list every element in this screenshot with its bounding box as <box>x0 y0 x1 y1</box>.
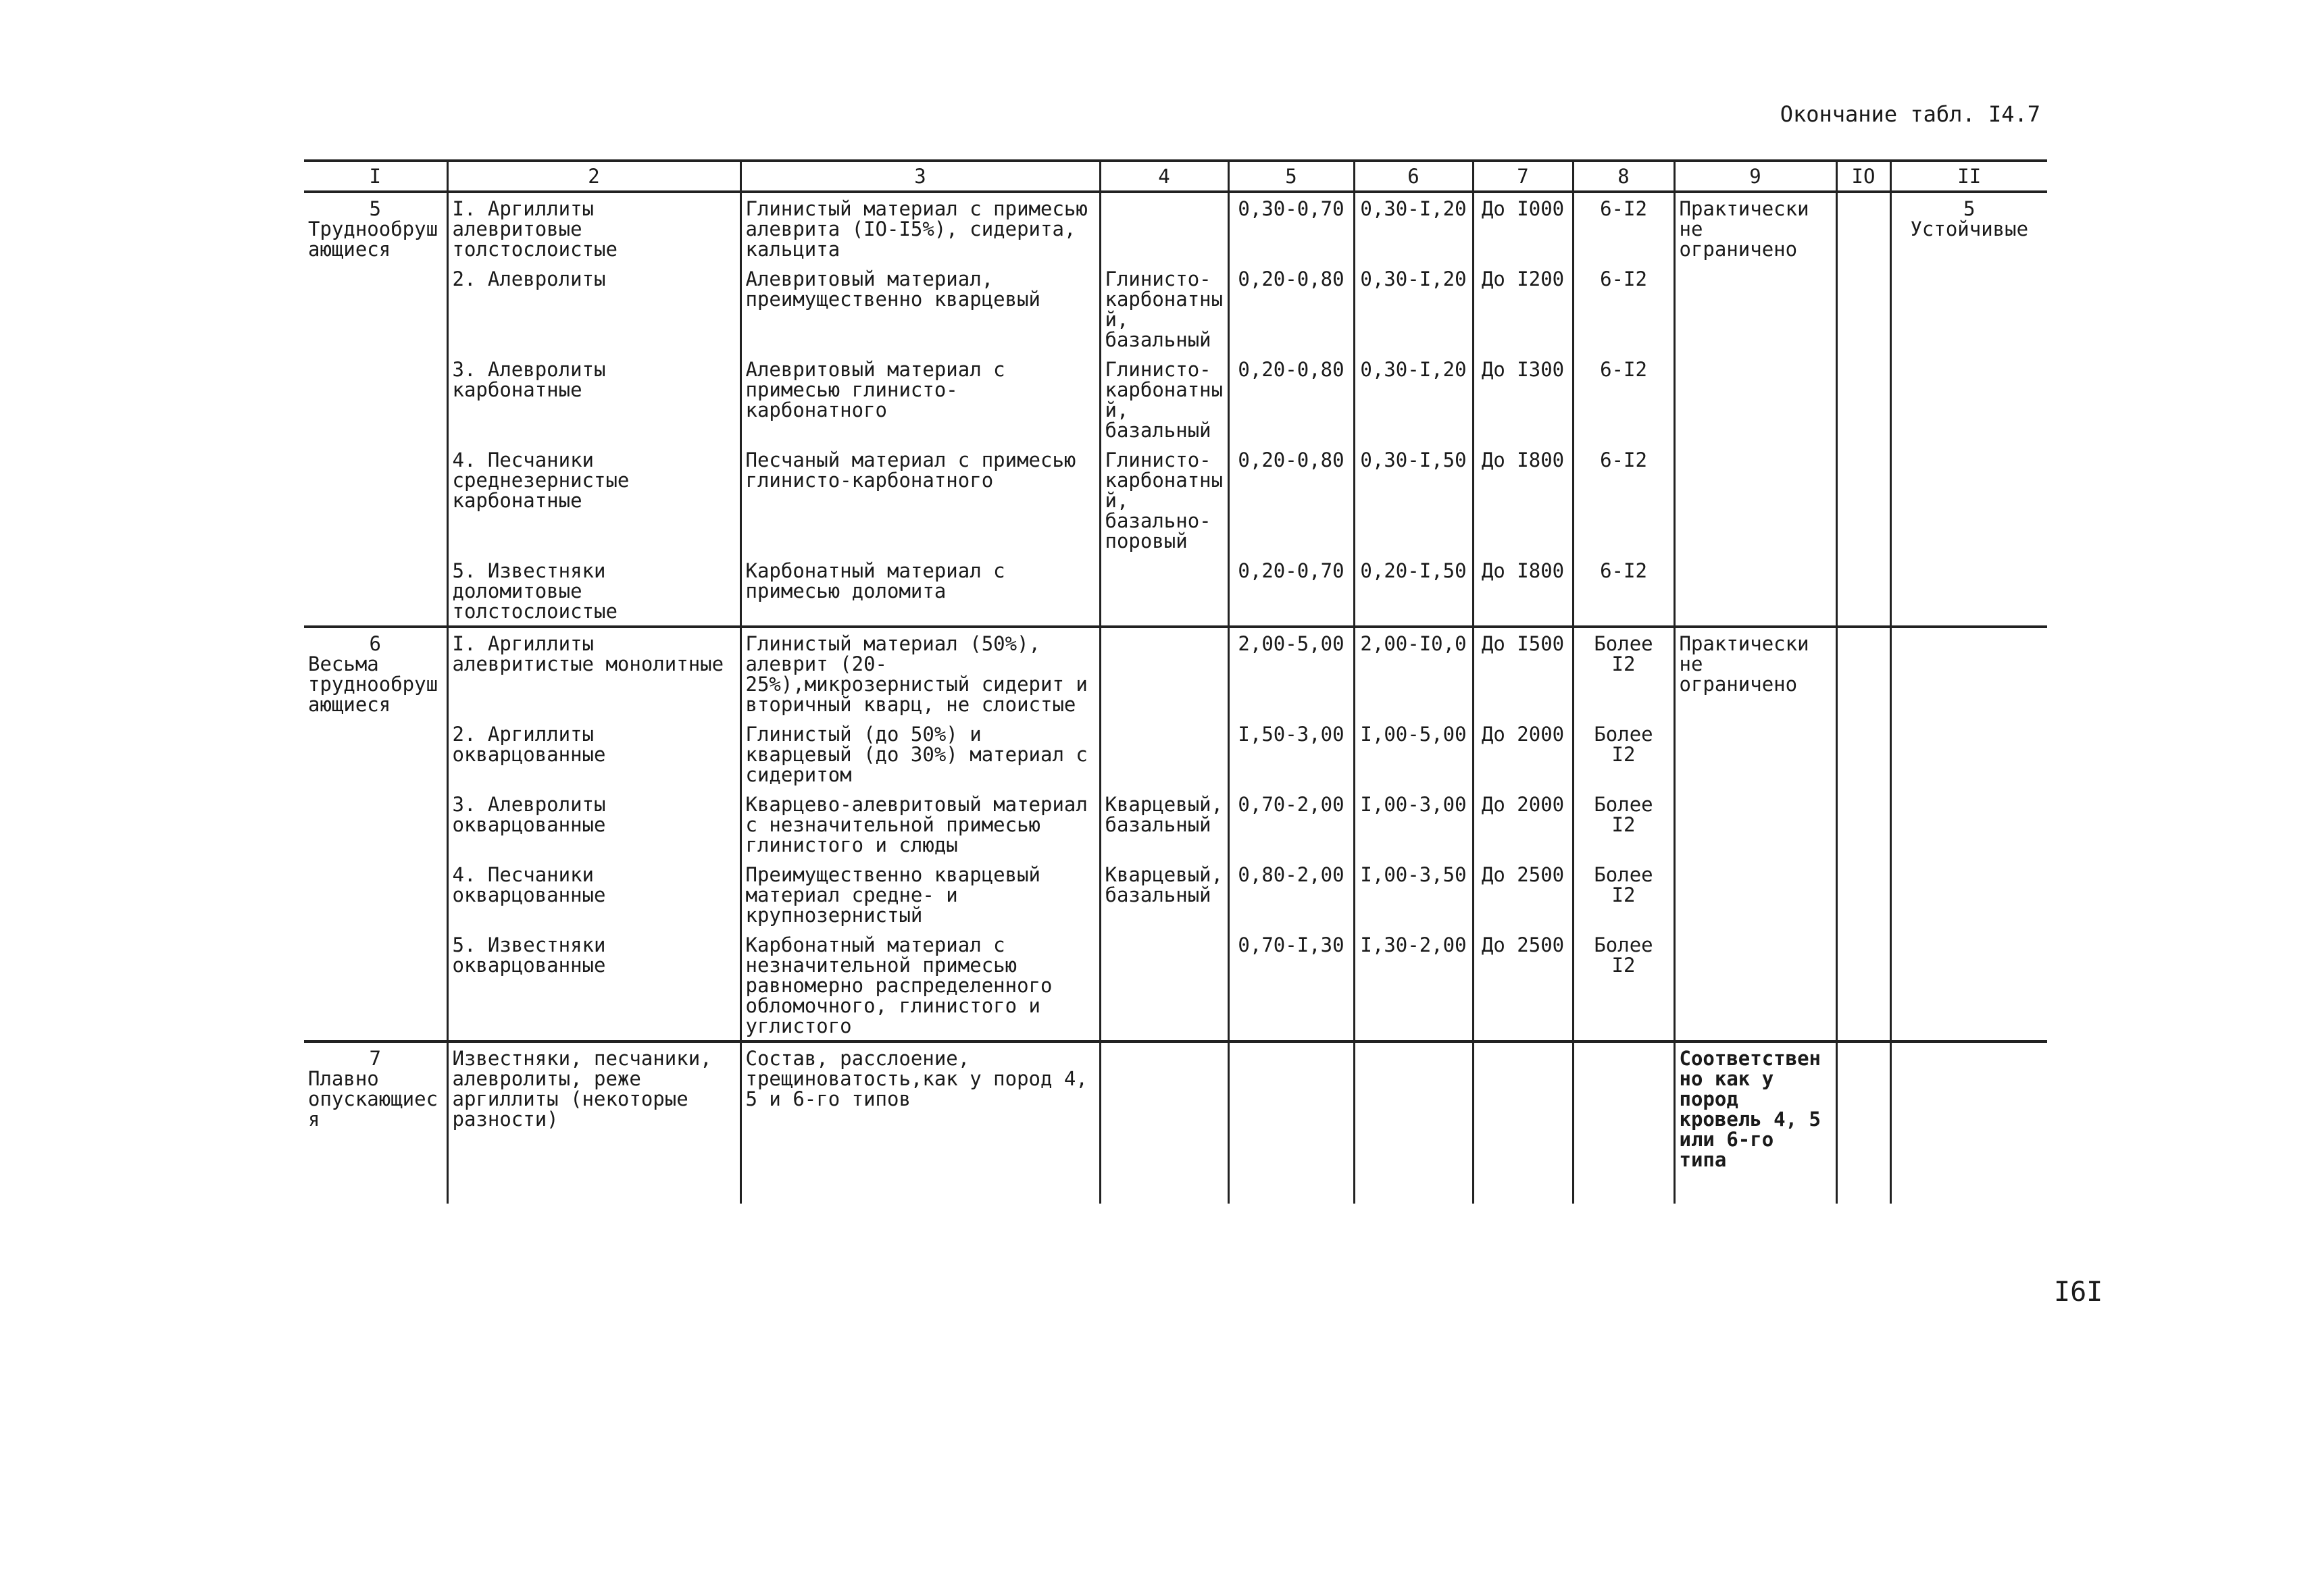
col9-value: Практически не ограничено <box>1674 627 1836 1041</box>
col-header-8: 8 <box>1573 161 1674 192</box>
group-name: Труднообрушающиеся <box>308 217 438 261</box>
col10-value <box>1836 192 1890 627</box>
col-header-7: 7 <box>1473 161 1573 192</box>
col-header-2: 2 <box>447 161 740 192</box>
col7-value: До 2000 <box>1473 789 1573 859</box>
composition: Алевритовый материал, преимущественно кварцевый <box>740 263 1100 354</box>
col5-value: 2,00-5,00 <box>1228 627 1354 719</box>
rock-name: 2. Алевролиты <box>447 263 740 354</box>
col5-value <box>1228 1041 1354 1174</box>
column-number-row <box>304 161 2047 192</box>
cement-type: Глинисто-карбонатный, базальный <box>1100 354 1228 444</box>
col8-value: 6-I2 <box>1573 555 1674 627</box>
rock-name: 4. Песчаники среднезернистые карбонатные <box>447 444 740 555</box>
table-row <box>304 192 2047 263</box>
rock-name: I. Аргиллиты алевритовые толстослоистые <box>447 192 740 263</box>
filler-cell <box>1573 1174 1674 1204</box>
cement-type <box>1100 627 1228 719</box>
composition: Преимущественно кварцевый материал средне- и крупнозернистый <box>740 859 1100 929</box>
composition: Кварцево-алевритовый материал с незначительной примесью глинистого и слюды <box>740 789 1100 859</box>
col6-value: I,00-5,00 <box>1354 719 1473 789</box>
rock-name: 2. Аргиллиты окварцованные <box>447 719 740 789</box>
composition: Глинистый материал с примесью алеврита (IO-I5%), сидерита, кальцита <box>740 192 1100 263</box>
group-number: 6 <box>369 632 381 655</box>
col5-value: 0,80-2,00 <box>1228 859 1354 929</box>
rock-name: I. Аргиллиты алевритистые монолитные <box>447 627 740 719</box>
col7-value: До 2500 <box>1473 859 1573 929</box>
filler-cell <box>1228 1174 1354 1204</box>
filler-cell <box>740 1174 1100 1204</box>
col7-value: До I500 <box>1473 627 1573 719</box>
col6-value <box>1354 1041 1473 1174</box>
page-number: I6I <box>2054 1277 2103 1308</box>
cement-type <box>1100 929 1228 1041</box>
col8-value: Более I2 <box>1573 627 1674 719</box>
col8-value: 6-I2 <box>1573 263 1674 354</box>
group-number: 7 <box>369 1047 381 1070</box>
col7-value: До 2000 <box>1473 719 1573 789</box>
col6-value: 0,30-I,20 <box>1354 354 1473 444</box>
composition: Глинистый (до 50%) и кварцевый (до 30%) материал с сидеритом <box>740 719 1100 789</box>
col8-value: Более I2 <box>1573 789 1674 859</box>
rock-roof-table <box>304 159 2047 1204</box>
group-6 <box>304 627 2047 1041</box>
table-row-filler <box>304 1174 2047 1204</box>
composition: Песчаный материал с примесью глинисто-карбонатного <box>740 444 1100 555</box>
col6-value: 0,30-I,20 <box>1354 192 1473 263</box>
col6-value: 0,30-I,50 <box>1354 444 1473 555</box>
col8-value: Более I2 <box>1573 929 1674 1041</box>
stability-number: 5 <box>1963 197 1976 220</box>
rock-name: 5. Известняки доломитовые толстослоистые <box>447 555 740 627</box>
col5-value: 0,70-I,30 <box>1228 929 1354 1041</box>
rock-name: Известняки, песчаники, алевролиты, реже аргиллиты (некоторые разности) <box>447 1041 740 1174</box>
filler-cell <box>1354 1174 1473 1204</box>
cement-type <box>1100 555 1228 627</box>
col5-value: 0,20-0,80 <box>1228 444 1354 555</box>
group-name: Плавно опускающиеся <box>308 1067 438 1131</box>
filler-cell <box>1836 1174 1890 1204</box>
group-7 <box>304 1041 2047 1204</box>
table-row <box>304 627 2047 719</box>
col6-value: 0,20-I,50 <box>1354 555 1473 627</box>
col6-value: 0,30-I,20 <box>1354 263 1473 354</box>
col-header-1: I <box>304 161 447 192</box>
col9-value: Практически не ограничено <box>1674 192 1836 627</box>
col-header-5: 5 <box>1228 161 1354 192</box>
stability-cell <box>1890 192 2047 627</box>
col7-value: До I000 <box>1473 192 1573 263</box>
col8-value <box>1573 1041 1674 1174</box>
cement-type: Кварцевый, базальный <box>1100 859 1228 929</box>
col8-value: 6-I2 <box>1573 192 1674 263</box>
col5-value: I,50-3,00 <box>1228 719 1354 789</box>
table-caption: Окончание табл. I4.7 <box>1780 101 2040 127</box>
col6-value: I,00-3,50 <box>1354 859 1473 929</box>
col7-value: До 2500 <box>1473 929 1573 1041</box>
rock-name: 5. Известняки окварцованные <box>447 929 740 1041</box>
col8-value: Более I2 <box>1573 859 1674 929</box>
col-header-11: II <box>1890 161 2047 192</box>
cement-type <box>1100 1041 1228 1174</box>
col5-value: 0,30-0,70 <box>1228 192 1354 263</box>
group-label-cell <box>304 627 447 1041</box>
group-5 <box>304 192 2047 627</box>
col-header-4: 4 <box>1100 161 1228 192</box>
group-label-cell <box>304 1041 447 1174</box>
table-row <box>304 1041 2047 1174</box>
col10-value <box>1836 627 1890 1041</box>
cement-type: Кварцевый, базальный <box>1100 789 1228 859</box>
col7-value <box>1473 1041 1573 1174</box>
col7-value: До I200 <box>1473 263 1573 354</box>
cement-type: Глинисто-карбонатный, базальный <box>1100 263 1228 354</box>
group-name: Весьма труднообрушающиеся <box>308 652 438 716</box>
col7-value: До I800 <box>1473 555 1573 627</box>
col6-value: 2,00-I0,0 <box>1354 627 1473 719</box>
stability-cell <box>1890 627 2047 1041</box>
composition: Карбонатный материал с примесью доломита <box>740 555 1100 627</box>
stability-text: Устойчивые <box>1910 217 2029 240</box>
filler-cell <box>1100 1174 1228 1204</box>
col8-value: Более I2 <box>1573 719 1674 789</box>
col-header-3: 3 <box>740 161 1100 192</box>
filler-cell <box>1674 1174 1836 1204</box>
col8-value: 6-I2 <box>1573 444 1674 555</box>
composition: Глинистый материал (50%), алеврит (20-25%),микрозернистый сидерит и вторичный кварц, не слоистые <box>740 627 1100 719</box>
cement-type <box>1100 719 1228 789</box>
col5-value: 0,20-0,70 <box>1228 555 1354 627</box>
filler-cell <box>1473 1174 1573 1204</box>
composition: Состав, расслоение, трещиноватость,как у пород 4, 5 и 6-го типов <box>740 1041 1100 1174</box>
col5-value: 0,20-0,80 <box>1228 263 1354 354</box>
col8-value: 6-I2 <box>1573 354 1674 444</box>
filler-cell <box>304 1174 447 1204</box>
col10-value <box>1836 1041 1890 1174</box>
col-header-6: 6 <box>1354 161 1473 192</box>
composition: Алевритовый материал с примесью глинисто-карбонатного <box>740 354 1100 444</box>
group-number: 5 <box>369 197 381 220</box>
col5-value: 0,70-2,00 <box>1228 789 1354 859</box>
filler-cell <box>1890 1174 2047 1204</box>
col-header-9: 9 <box>1674 161 1836 192</box>
col7-value: До I800 <box>1473 444 1573 555</box>
filler-cell <box>447 1174 740 1204</box>
rock-name: 3. Алевролиты окварцованные <box>447 789 740 859</box>
col7-value: До I300 <box>1473 354 1573 444</box>
col5-value: 0,20-0,80 <box>1228 354 1354 444</box>
col6-value: I,30-2,00 <box>1354 929 1473 1041</box>
rock-name: 3. Алевролиты карбонатные <box>447 354 740 444</box>
stability-cell <box>1890 1041 2047 1174</box>
rock-name: 4. Песчаники окварцованные <box>447 859 740 929</box>
cement-type <box>1100 192 1228 263</box>
composition: Карбонатный материал с незначительной примесью равномерно распределенного обломочного, глинистого и углистого <box>740 929 1100 1041</box>
col-header-10: IO <box>1836 161 1890 192</box>
col9-value: Соответственно как у пород кровель 4, 5 или 6-го типа <box>1674 1041 1836 1174</box>
cement-type: Глинисто-карбонатный, базально-поровый <box>1100 444 1228 555</box>
col6-value: I,00-3,00 <box>1354 789 1473 859</box>
group-label-cell <box>304 192 447 627</box>
